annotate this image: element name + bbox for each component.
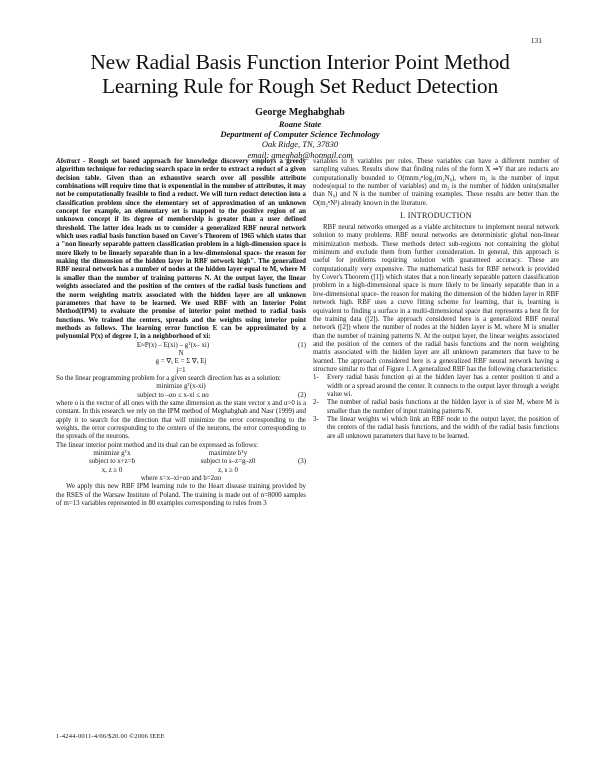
paper-title xyxy=(40,50,560,98)
dual-nonnegativity: z, s ≥ 0 xyxy=(218,466,238,474)
author-department: Department of Computer Science Technology xyxy=(220,129,380,140)
right-column xyxy=(313,158,559,441)
section-heading-introduction: I. INTRODUCTION xyxy=(400,211,472,221)
equation-1-gradient: g = ∇ₓ E = Σ ∇ₓ Ej xyxy=(155,358,207,366)
author-affiliation: Roane State xyxy=(278,119,322,129)
linear-programming-text: So the linear programming problem for a given search direction has as a solution: xyxy=(56,374,281,382)
where-paragraph: where o is the vector of all ones with the same dimension as the state vector x and α>0 is a constant. In this research we rely on the IPM method of Meghabghab and Nasr (1999) and apply it to search for the direction that will minimize the error corresponding to the weights, the error corresponding to the centers of the neurons, the error corresponding to the spreads of the neurons. xyxy=(56,399,306,441)
equation-3-number: (3) xyxy=(297,458,306,466)
list-item-marker: 3- xyxy=(313,415,319,423)
primal-nonnegativity: x, z ≥ 0 xyxy=(101,466,123,474)
equation-1-number: (1) xyxy=(297,341,306,349)
author-name: George Meghabghab xyxy=(255,107,345,118)
list-item xyxy=(313,374,559,399)
abstract-text: - Rough set based approach for knowledge discovery employs a greedy algorithm technique for reducing search space in order to extract a reduct of a given decision table. Given than an exhaustive search over all possible attribute combinations will require time that is exponential in the number of attributes, it may not be computationally feasible to find a reduct. We will turn reduct detection into a classification problem since the elementary set of approximation of an unknown concept for example, an elementary set is mapped to the positive region of an unknown concept if its degree of membership is greater than a user defined threshold. The latter idea leads us to consider a generalized RBF neural network which uses radial basis function based on Cover's Theorem of 1965 which states that a "non linearly separable pattern classification problem in a high-dimension space is more likely to be linearly separable than in a low-dimensional space- the reason for making the dimension of the hidden layer in RBF network high". The generalized RBF neural network has a number of nodes at the hidden layer equal to M, where M is smaller than the number of training patterns N. At the output layer, the linear weights associated and the position of the centers of the radial basis functions and the norm weighting matrix associated with the hidden layer are all unknown parameters that have to be learned. We used RBF with an Interior Point Method(IPM) to evaluate the promise of interior point method to radial basis functions. We trained the centers, spreads and the weights using interior point methods as follows. The learning error function E can be approximated by a polynomial P(x) of degree 1, in a neighborhood of xi: xyxy=(56,158,306,341)
author-email[interactable]: email: gmeghab@hotmail.com xyxy=(247,149,353,160)
dual-objective: maximize bᵀy xyxy=(208,450,248,458)
introduction-paragraph: RBF neural networks emerged as a viable architecture to implement neural network solution to many problems. RBF neural networks are deterministic global non-linear minimization methods. These methods detect sub-regions not containing the global minimum and exclude them from further consideration. In general, this approach is useful for problems requiring solution with guaranteed accuracy. These are computationally very expensive. The mathematical basis for RBF network is provided by Cover's Theorem ([1]) which states that a non linearly separable pattern classification problem in a high-dimensional space is more likely to be linearly separable than in a low-dimensional space- the reason for making the dimension of the hidden layer in RBF network high. RBF uses a curve fitting scheme for learning, that is, learning is equivalent to finding a surface in a multi-dimensional space that represents a best fit for the training data ([2]). The approach considered here is a generalized RBF neural network ([2]) where the number of nodes at the hidden layer is M, where M is smaller than the number of training patterns N. At the output layer, the linear weights associated and the position of the centers of the radial basis functions and the norm weighting matrix associated with the hidden layer are all unknown parameters that have to be learned. The approach considered here is a generalized RBF neural network having a structure similar to that of Figure 1. A generalized RBF has the following characteristics: xyxy=(313,224,559,373)
author-location: Oak Ridge, TN, 37830 xyxy=(261,139,339,150)
list-item-text: The linear weights wi which link an RBF node to the output layer, the position of the centers of the radial basis functions, and the width of the radial basis functions are all unknown parameters that have to be learned. xyxy=(327,415,559,440)
results-paragraph: variables to 8 variables per rules. These variables can have a different number of sampling values. Results show that finding rules of the form X ⇒Y that are reducts are computationally bounded to O(mnm₂ⁿlog₂(m₂N₀), where m₂ is the number of input nodes(equal to the number of variables) and m₂ is the number of hidden units(smaller than N₀) and N is the number of training examples. These results are better than the O(m₂ⁿN²) already known in the literature. xyxy=(313,158,559,207)
list-item-marker: 1- xyxy=(313,374,319,382)
equation-3 xyxy=(56,450,306,475)
dual-intro-text: The linear interior point method and its dual can be expressed as follows: xyxy=(56,441,259,449)
application-paragraph: We apply this new RBF IPM learning rule to the Heart disease training provided by the RSES of the Warsaw Institute of Poland. The training is made out of n=8000 samples of m=13 variables represented in 80 examples corresponding to rules from 3 xyxy=(56,483,306,508)
copyright-footer: 1-4244-0011-4/06/$20.00 ©2006 IEEE xyxy=(56,733,165,740)
equation-1 xyxy=(56,342,306,350)
page-number: 131 xyxy=(530,36,542,45)
characteristics-list xyxy=(313,374,559,441)
equation-1-expression: E≈P(x) – E(xi) – gᵀ(x– xi) xyxy=(136,341,210,349)
minimize-line: minimize gᵀ(x-xi) xyxy=(156,383,206,391)
subject-to-line: subject to –αo ≤ x-xi ≤ αo xyxy=(137,391,209,399)
primal-constraint: subject to x+z=b xyxy=(88,458,136,466)
left-column xyxy=(56,158,306,508)
author-block xyxy=(40,107,560,160)
list-item-text: Every radial basis function φi at the hidden layer has a center position ti and a width or a spread around the center. It connects to the output layer through a weight value wi. xyxy=(327,374,559,398)
equation-2-number: (2) xyxy=(297,391,306,399)
list-item xyxy=(313,416,559,441)
equation-1-sum-lower: j=1 xyxy=(176,366,186,374)
abstract-label: Abstract xyxy=(56,158,80,165)
list-item-text: The number of radial basis functions at the hidden layer is of size M, where M is smaller than the number of input training patterns N. xyxy=(327,399,559,415)
primal-objective: minimize gᵀx xyxy=(93,450,131,458)
equation-2 xyxy=(56,392,306,400)
abstract xyxy=(56,158,306,342)
title-line-2: Learning Rule for Rough Set Reduct Detection xyxy=(101,74,498,98)
list-item-marker: 2- xyxy=(313,399,319,407)
dual-constraint: subject to s–z=g–z0 xyxy=(200,458,256,466)
title-line-1: New Radial Basis Function Interior Point Method xyxy=(90,50,510,74)
equation-3-where: where x=x–xi+αo and b=2αo xyxy=(140,475,222,483)
equation-1-sum-upper: N xyxy=(178,349,184,357)
list-item xyxy=(313,399,559,416)
